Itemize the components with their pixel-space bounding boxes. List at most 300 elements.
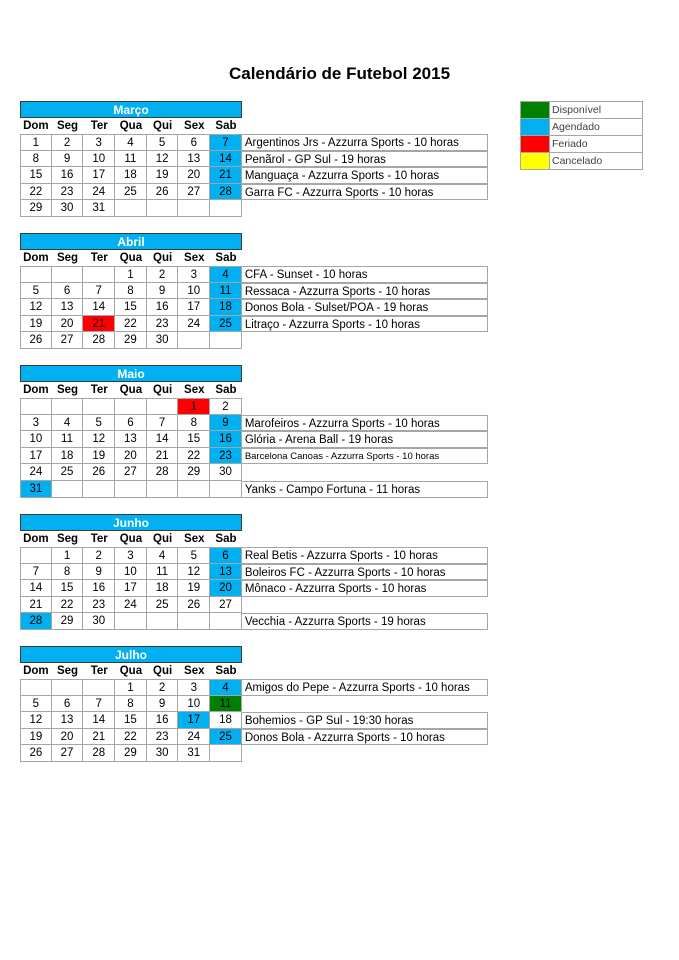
month-grid xyxy=(20,679,488,762)
day-cell: 21 xyxy=(20,597,52,614)
day-cell: 8 xyxy=(20,151,52,168)
weekday-label: Dom xyxy=(23,120,49,132)
week-row xyxy=(20,464,488,481)
day-cell xyxy=(147,398,179,415)
match-note: Boleiros FC - Azzurra Sports - 10 horas xyxy=(242,564,488,581)
day-cell xyxy=(83,266,115,283)
weekday-label: Dom xyxy=(23,665,49,677)
day-cell xyxy=(147,613,179,630)
day-cell: 9 xyxy=(52,151,84,168)
day-cell: 5 xyxy=(83,415,115,432)
day-cell: 18 xyxy=(115,167,147,184)
weekday-label: Ter xyxy=(90,120,108,132)
day-cell: 23 xyxy=(83,597,115,614)
page-title: Calendário de Futebol 2015 xyxy=(228,64,451,83)
day-cell: 9 xyxy=(210,415,242,432)
day-cell: 21 xyxy=(83,729,115,746)
day-cell: 19 xyxy=(20,316,52,333)
day-cell: 23 xyxy=(147,316,179,333)
day-cell: 24 xyxy=(20,464,52,481)
day-cell: 13 xyxy=(210,564,242,581)
match-note xyxy=(242,597,488,614)
day-cell: 4 xyxy=(52,415,84,432)
weekday-label: Seg xyxy=(56,120,79,132)
day-cell: 1 xyxy=(115,679,147,696)
day-cell: 16 xyxy=(147,712,179,729)
day-cell xyxy=(52,398,84,415)
day-cell: 29 xyxy=(20,200,52,217)
day-cell xyxy=(20,547,52,564)
day-cell: 24 xyxy=(178,316,210,333)
day-cell: 5 xyxy=(20,696,52,713)
match-note: Manguaça - Azzurra Sports - 10 horas xyxy=(242,167,488,184)
day-cell: 24 xyxy=(83,184,115,201)
day-cell: 27 xyxy=(178,184,210,201)
day-cell: 8 xyxy=(115,696,147,713)
weekday-label: Dom xyxy=(23,384,49,396)
week-row xyxy=(20,547,488,564)
day-cell: 17 xyxy=(115,580,147,597)
day-cell: 6 xyxy=(52,283,84,300)
day-cell: 25 xyxy=(147,597,179,614)
day-cell: 10 xyxy=(178,283,210,300)
month-grid xyxy=(20,547,488,630)
match-note: CFA - Sunset - 10 horas xyxy=(242,266,488,283)
weekday-header xyxy=(20,382,488,398)
day-cell: 5 xyxy=(178,547,210,564)
day-cell: 7 xyxy=(20,564,52,581)
month-4 xyxy=(20,646,488,762)
week-row xyxy=(20,266,488,283)
week-row xyxy=(20,613,488,630)
day-cell: 9 xyxy=(147,283,179,300)
day-cell: 28 xyxy=(210,184,242,201)
week-row xyxy=(20,712,488,729)
day-cell: 26 xyxy=(20,745,52,762)
day-cell: 3 xyxy=(83,134,115,151)
month-title: Maio xyxy=(20,365,242,382)
day-cell: 23 xyxy=(52,184,84,201)
day-cell: 16 xyxy=(147,299,179,316)
day-cell: 19 xyxy=(83,448,115,465)
day-cell: 23 xyxy=(210,448,242,465)
legend-swatch xyxy=(521,153,550,169)
day-cell: 29 xyxy=(115,745,147,762)
day-cell: 27 xyxy=(210,597,242,614)
week-row xyxy=(20,316,488,333)
day-cell: 15 xyxy=(52,580,84,597)
match-note: Real Betis - Azzurra Sports - 10 horas xyxy=(242,547,488,564)
day-cell: 3 xyxy=(178,266,210,283)
week-row xyxy=(20,745,488,762)
day-cell: 14 xyxy=(210,151,242,168)
day-cell: 20 xyxy=(115,448,147,465)
day-cell: 12 xyxy=(178,564,210,581)
weekday-label: Sex xyxy=(184,252,205,264)
week-row xyxy=(20,696,488,713)
day-cell xyxy=(83,398,115,415)
match-note: Litraço - Azzurra Sports - 10 horas xyxy=(242,316,488,333)
day-cell: 26 xyxy=(147,184,179,201)
day-cell: 14 xyxy=(83,299,115,316)
week-row xyxy=(20,580,488,597)
month-grid xyxy=(20,398,488,498)
day-cell: 17 xyxy=(178,299,210,316)
day-cell: 6 xyxy=(115,415,147,432)
week-row xyxy=(20,729,488,746)
match-note: Mônaco - Azzurra Sports - 10 horas xyxy=(242,580,488,597)
match-note: Donos Bola - Sulset/POA - 19 horas xyxy=(242,299,488,316)
weekday-label: Sab xyxy=(215,533,237,545)
day-cell: 16 xyxy=(83,580,115,597)
day-cell: 7 xyxy=(147,415,179,432)
day-cell: 3 xyxy=(20,415,52,432)
day-cell xyxy=(178,332,210,349)
match-note: Penãrol - GP Sul - 19 horas xyxy=(242,151,488,168)
legend-label: Feriado xyxy=(552,138,588,150)
weekday-label: Ter xyxy=(90,533,108,545)
weekday-label: Ter xyxy=(90,252,108,264)
weekday-label: Sab xyxy=(215,120,237,132)
day-cell: 25 xyxy=(115,184,147,201)
day-cell: 6 xyxy=(210,547,242,564)
day-cell: 16 xyxy=(210,431,242,448)
match-note: Amigos do Pepe - Azzurra Sports - 10 horas xyxy=(242,679,488,696)
day-cell: 20 xyxy=(52,316,84,333)
match-note: Yanks - Campo Fortuna - 11 horas xyxy=(242,481,488,498)
weekday-label: Qui xyxy=(153,384,173,396)
match-note: Glória - Arena Ball - 19 horas xyxy=(242,431,488,448)
day-cell: 20 xyxy=(210,580,242,597)
day-cell xyxy=(20,266,52,283)
day-cell xyxy=(178,613,210,630)
weekday-label: Sab xyxy=(215,665,237,677)
day-cell: 4 xyxy=(210,679,242,696)
match-note: Barcelona Canoas - Azzurra Sports - 10 horas xyxy=(242,448,488,465)
week-row xyxy=(20,134,488,151)
day-cell: 27 xyxy=(115,464,147,481)
day-cell: 13 xyxy=(52,299,84,316)
day-cell: 1 xyxy=(52,547,84,564)
day-cell: 12 xyxy=(83,431,115,448)
week-row xyxy=(20,448,488,465)
day-cell: 29 xyxy=(52,613,84,630)
weekday-header xyxy=(20,663,488,679)
week-row xyxy=(20,597,488,614)
day-cell: 26 xyxy=(83,464,115,481)
legend-label: Cancelado xyxy=(552,155,603,167)
week-row xyxy=(20,151,488,168)
day-cell: 1 xyxy=(178,398,210,415)
match-note: Vecchia - Azzurra Sports - 19 horas xyxy=(242,613,488,630)
day-cell: 22 xyxy=(115,316,147,333)
legend xyxy=(520,101,643,170)
weekday-label: Qua xyxy=(119,533,143,545)
match-note: Marofeiros - Azzurra Sports - 10 horas xyxy=(242,415,488,432)
day-cell xyxy=(83,679,115,696)
weekday-label: Qui xyxy=(153,252,173,264)
day-cell: 29 xyxy=(178,464,210,481)
day-cell: 1 xyxy=(20,134,52,151)
day-cell: 22 xyxy=(115,729,147,746)
day-cell: 18 xyxy=(147,580,179,597)
month-grid xyxy=(20,134,488,217)
day-cell: 9 xyxy=(147,696,179,713)
day-cell xyxy=(20,679,52,696)
match-note: Ressaca - Azzurra Sports - 10 horas xyxy=(242,283,488,300)
match-note: Argentinos Jrs - Azzurra Sports - 10 horas xyxy=(242,134,488,151)
day-cell: 18 xyxy=(210,299,242,316)
day-cell: 8 xyxy=(115,283,147,300)
day-cell: 12 xyxy=(147,151,179,168)
match-note xyxy=(242,332,488,349)
weekday-label: Sex xyxy=(184,120,205,132)
day-cell: 3 xyxy=(115,547,147,564)
day-cell: 2 xyxy=(147,266,179,283)
month-grid xyxy=(20,266,488,349)
day-cell xyxy=(210,200,242,217)
week-row xyxy=(20,184,488,201)
weekday-header xyxy=(20,250,488,266)
day-cell: 18 xyxy=(52,448,84,465)
day-cell: 8 xyxy=(178,415,210,432)
weekday-label: Sab xyxy=(215,384,237,396)
day-cell xyxy=(115,613,147,630)
day-cell: 6 xyxy=(178,134,210,151)
day-cell: 25 xyxy=(210,316,242,333)
weekday-label: Dom xyxy=(23,252,49,264)
day-cell: 24 xyxy=(115,597,147,614)
day-cell xyxy=(210,745,242,762)
legend-swatch xyxy=(521,119,550,135)
day-cell: 17 xyxy=(178,712,210,729)
weekday-label: Seg xyxy=(56,252,79,264)
day-cell: 11 xyxy=(147,564,179,581)
day-cell: 6 xyxy=(52,696,84,713)
day-cell: 25 xyxy=(210,729,242,746)
day-cell: 21 xyxy=(147,448,179,465)
day-cell: 2 xyxy=(147,679,179,696)
week-row xyxy=(20,431,488,448)
day-cell: 11 xyxy=(52,431,84,448)
day-cell: 7 xyxy=(210,134,242,151)
day-cell xyxy=(52,266,84,283)
month-1 xyxy=(20,233,488,349)
day-cell: 10 xyxy=(83,151,115,168)
weekday-label: Qui xyxy=(153,533,173,545)
week-row xyxy=(20,299,488,316)
day-cell xyxy=(83,481,115,498)
day-cell xyxy=(210,613,242,630)
day-cell: 16 xyxy=(52,167,84,184)
day-cell: 15 xyxy=(115,299,147,316)
day-cell: 28 xyxy=(83,745,115,762)
day-cell: 4 xyxy=(147,547,179,564)
day-cell: 5 xyxy=(147,134,179,151)
day-cell: 14 xyxy=(147,431,179,448)
day-cell: 15 xyxy=(115,712,147,729)
day-cell: 18 xyxy=(210,712,242,729)
day-cell: 11 xyxy=(210,696,242,713)
week-row xyxy=(20,481,488,498)
day-cell xyxy=(52,679,84,696)
weekday-label: Ter xyxy=(90,384,108,396)
weekday-label: Seg xyxy=(56,533,79,545)
day-cell: 7 xyxy=(83,696,115,713)
match-note: Garra FC - Azzurra Sports - 10 horas xyxy=(242,184,488,201)
day-cell: 26 xyxy=(178,597,210,614)
legend-label: Disponível xyxy=(552,104,602,116)
week-row xyxy=(20,679,488,696)
weekday-label: Sex xyxy=(184,384,205,396)
day-cell: 13 xyxy=(178,151,210,168)
legend-item-agendado xyxy=(521,119,642,136)
week-row xyxy=(20,415,488,432)
weekday-label: Qua xyxy=(119,120,143,132)
week-row xyxy=(20,200,488,217)
day-cell: 31 xyxy=(83,200,115,217)
day-cell: 4 xyxy=(210,266,242,283)
legend-item-feriado xyxy=(521,136,642,153)
day-cell: 22 xyxy=(20,184,52,201)
day-cell xyxy=(178,200,210,217)
day-cell xyxy=(115,398,147,415)
day-cell: 30 xyxy=(52,200,84,217)
day-cell: 28 xyxy=(83,332,115,349)
week-row xyxy=(20,332,488,349)
month-2 xyxy=(20,365,488,498)
month-0 xyxy=(20,101,488,217)
day-cell: 28 xyxy=(147,464,179,481)
legend-item-cancelado xyxy=(521,153,642,169)
day-cell: 10 xyxy=(178,696,210,713)
month-title: Julho xyxy=(20,646,242,663)
day-cell: 17 xyxy=(20,448,52,465)
weekday-label: Seg xyxy=(56,665,79,677)
day-cell xyxy=(52,481,84,498)
day-cell: 12 xyxy=(20,712,52,729)
day-cell: 11 xyxy=(210,283,242,300)
day-cell: 27 xyxy=(52,745,84,762)
day-cell: 30 xyxy=(147,332,179,349)
day-cell: 25 xyxy=(52,464,84,481)
day-cell: 30 xyxy=(210,464,242,481)
day-cell: 10 xyxy=(20,431,52,448)
day-cell: 14 xyxy=(83,712,115,729)
weekday-header xyxy=(20,118,488,134)
day-cell: 19 xyxy=(147,167,179,184)
day-cell: 5 xyxy=(20,283,52,300)
day-cell: 24 xyxy=(178,729,210,746)
day-cell xyxy=(20,398,52,415)
weekday-label: Sex xyxy=(184,665,205,677)
day-cell: 23 xyxy=(147,729,179,746)
weekday-label: Qua xyxy=(119,665,143,677)
day-cell: 22 xyxy=(52,597,84,614)
day-cell: 11 xyxy=(115,151,147,168)
weekday-label: Sab xyxy=(215,252,237,264)
day-cell xyxy=(178,481,210,498)
day-cell: 19 xyxy=(20,729,52,746)
day-cell: 2 xyxy=(52,134,84,151)
day-cell: 7 xyxy=(83,283,115,300)
day-cell: 20 xyxy=(52,729,84,746)
day-cell: 8 xyxy=(52,564,84,581)
day-cell: 22 xyxy=(178,448,210,465)
weekday-header xyxy=(20,531,488,547)
day-cell: 12 xyxy=(20,299,52,316)
day-cell xyxy=(210,332,242,349)
day-cell: 26 xyxy=(20,332,52,349)
day-cell xyxy=(147,200,179,217)
match-note xyxy=(242,398,488,415)
month-title: Junho xyxy=(20,514,242,531)
weekday-label: Qua xyxy=(119,384,143,396)
weekday-label: Ter xyxy=(90,665,108,677)
week-row xyxy=(20,398,488,415)
day-cell: 19 xyxy=(178,580,210,597)
day-cell: 21 xyxy=(83,316,115,333)
day-cell: 20 xyxy=(178,167,210,184)
day-cell xyxy=(115,200,147,217)
day-cell: 2 xyxy=(83,547,115,564)
day-cell: 30 xyxy=(83,613,115,630)
day-cell xyxy=(115,481,147,498)
match-note: Donos Bola - Azzurra Sports - 10 horas xyxy=(242,729,488,746)
legend-item-disponivel xyxy=(521,102,642,119)
match-note xyxy=(242,464,488,481)
day-cell: 14 xyxy=(20,580,52,597)
day-cell: 15 xyxy=(178,431,210,448)
month-3 xyxy=(20,514,488,630)
day-cell: 1 xyxy=(115,266,147,283)
day-cell: 31 xyxy=(20,481,52,498)
day-cell: 13 xyxy=(115,431,147,448)
day-cell xyxy=(147,481,179,498)
day-cell: 15 xyxy=(20,167,52,184)
day-cell: 2 xyxy=(210,398,242,415)
day-cell: 29 xyxy=(115,332,147,349)
match-note xyxy=(242,745,488,762)
weekday-label: Dom xyxy=(23,533,49,545)
day-cell: 9 xyxy=(83,564,115,581)
match-note: Bohemios - GP Sul - 19:30 horas xyxy=(242,712,488,729)
weekday-label: Qua xyxy=(119,252,143,264)
week-row xyxy=(20,167,488,184)
day-cell xyxy=(210,481,242,498)
day-cell: 21 xyxy=(210,167,242,184)
day-cell: 10 xyxy=(115,564,147,581)
week-row xyxy=(20,564,488,581)
day-cell: 4 xyxy=(115,134,147,151)
legend-swatch xyxy=(521,102,550,118)
weekday-label: Qui xyxy=(153,120,173,132)
weekday-label: Sex xyxy=(184,533,205,545)
match-note xyxy=(242,696,488,713)
day-cell: 13 xyxy=(52,712,84,729)
match-note xyxy=(242,200,488,217)
day-cell: 31 xyxy=(178,745,210,762)
month-title: Março xyxy=(20,101,242,118)
weekday-label: Seg xyxy=(56,384,79,396)
week-row xyxy=(20,283,488,300)
legend-label: Agendado xyxy=(552,121,600,133)
day-cell: 28 xyxy=(20,613,52,630)
day-cell: 27 xyxy=(52,332,84,349)
legend-swatch xyxy=(521,136,550,152)
day-cell: 3 xyxy=(178,679,210,696)
weekday-label: Qui xyxy=(153,665,173,677)
